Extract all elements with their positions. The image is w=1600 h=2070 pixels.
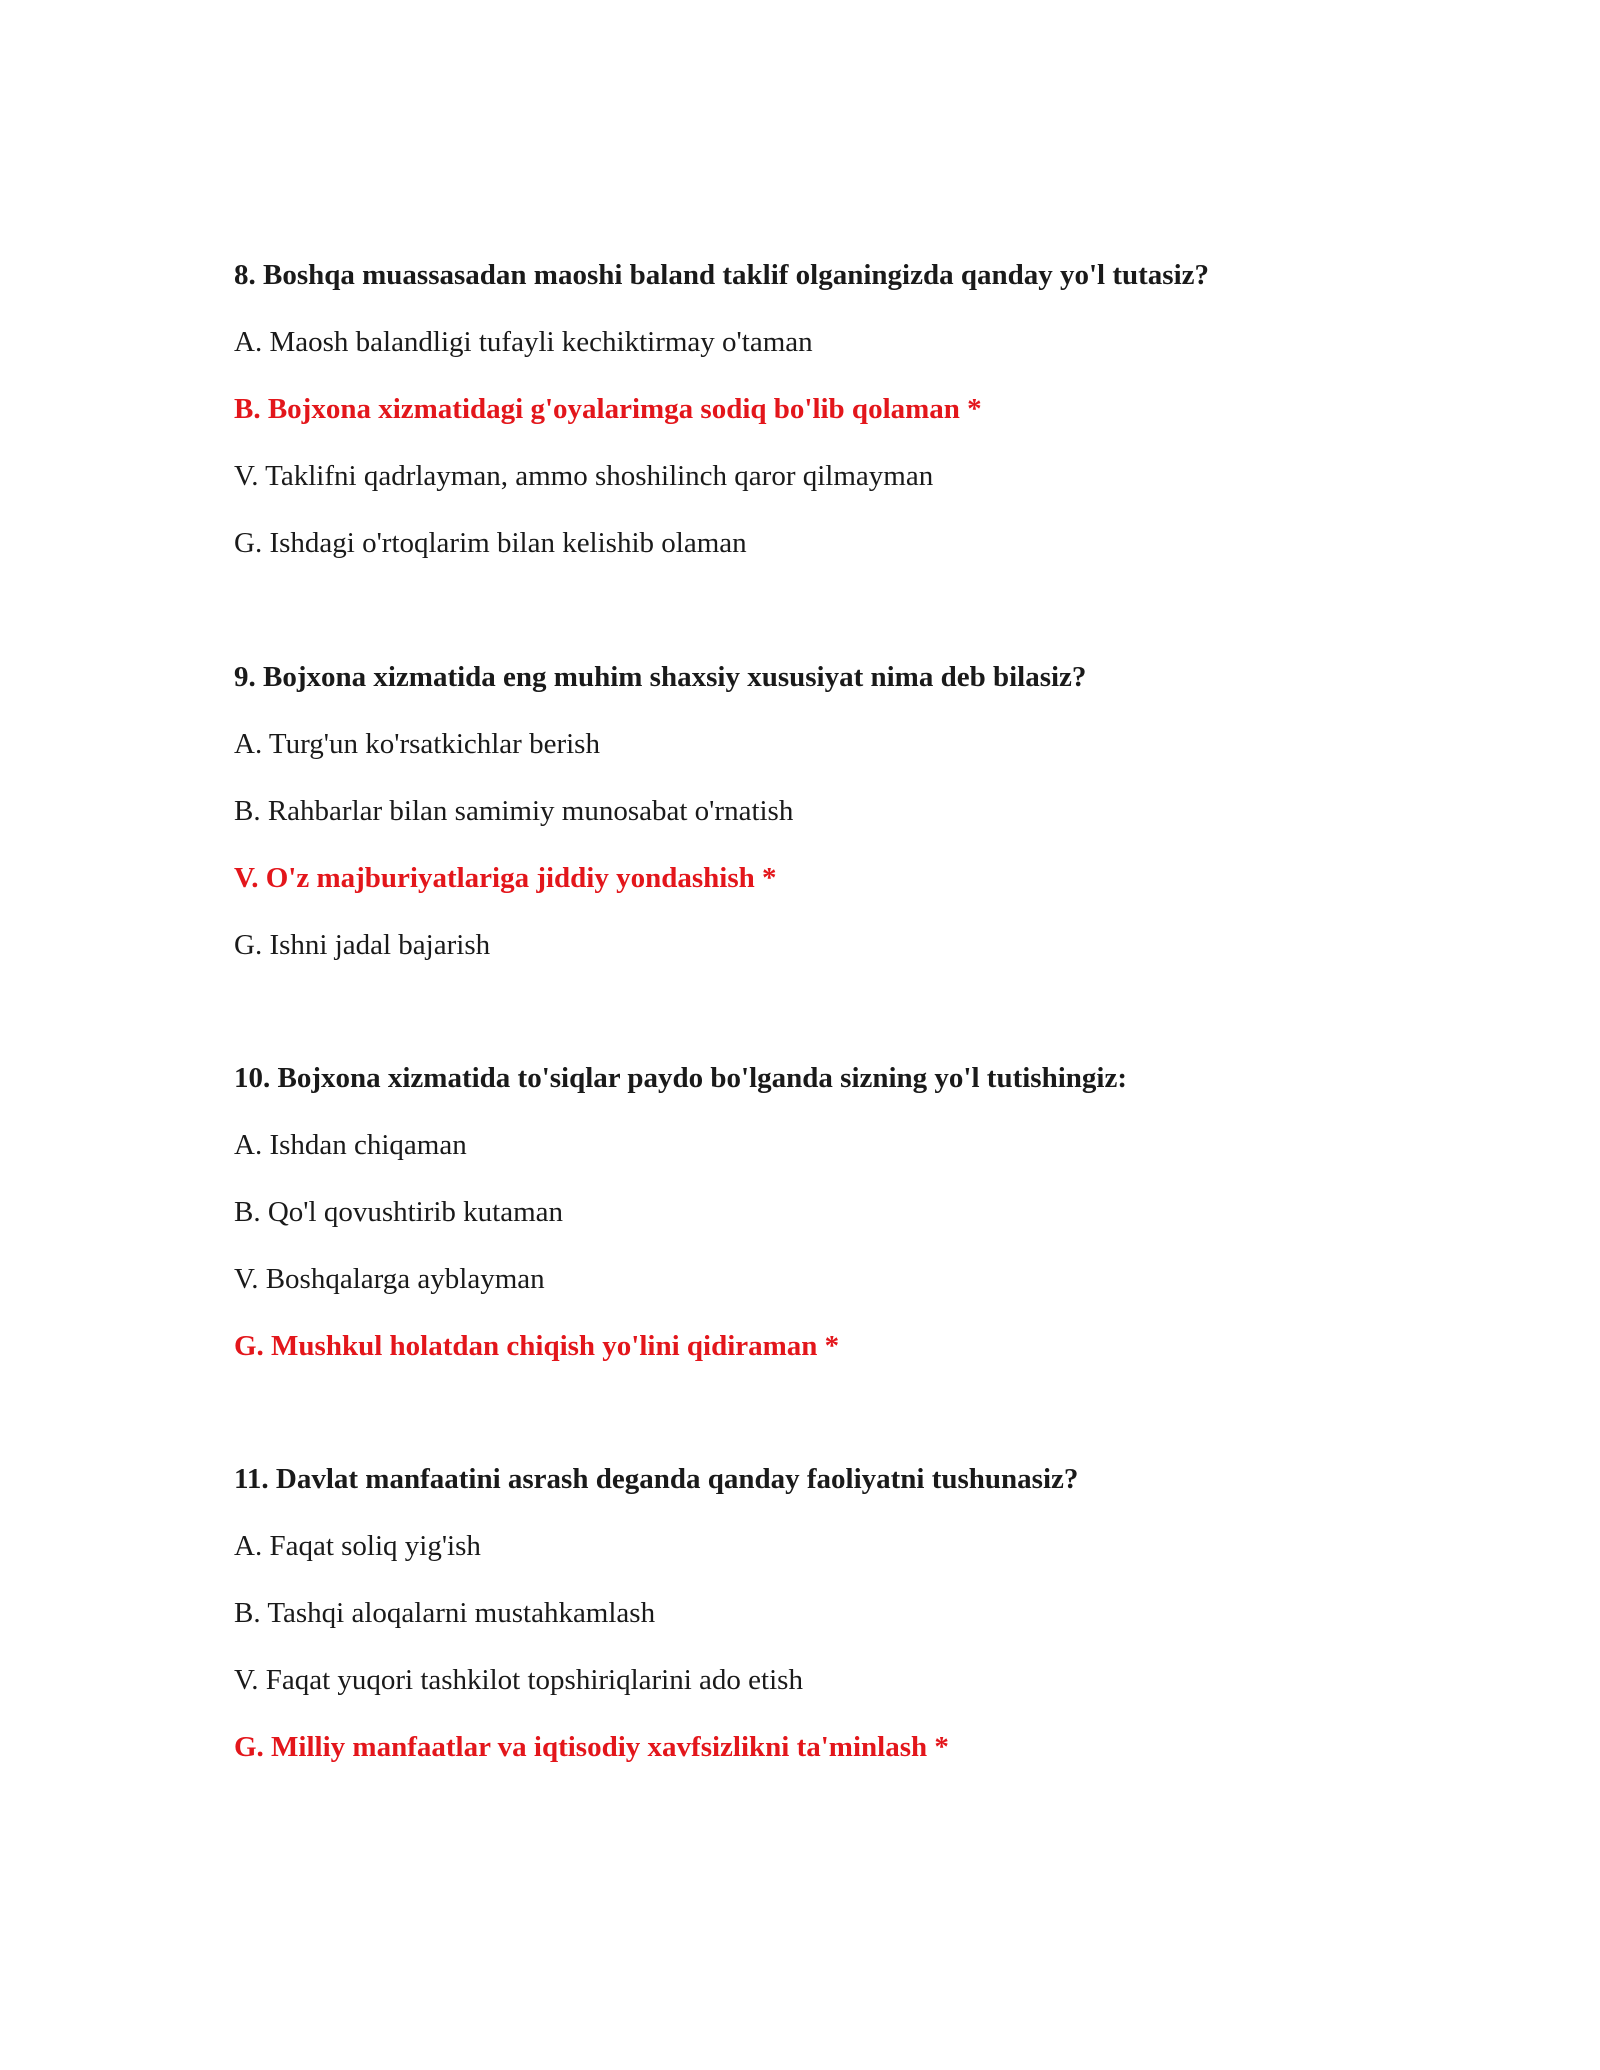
answer-option: G. Ishdagi o'rtoqlarim bilan kelishib olaman <box>234 527 747 559</box>
question-block-9 <box>234 660 1434 962</box>
answer-option-correct: G. Milliy manfaatlar va iqtisodiy xavfsizlikni ta'minlash * <box>234 1731 949 1763</box>
question-title: 11. Davlat manfaatini asrash deganda qanday faoliyatni tushunasiz? <box>234 1463 1079 1495</box>
answer-option: A. Maosh balandligi tufayli kechiktirmay o'taman <box>234 326 813 358</box>
answer-option-correct: B. Bojxona xizmatidagi g'oyalarimga sodiq bo'lib qolaman * <box>234 393 982 425</box>
answer-option: A. Turg'un ko'rsatkichlar berish <box>234 728 600 760</box>
answer-option: B. Tashqi aloqalarni mustahkamlash <box>234 1597 656 1629</box>
answer-option-correct: V. O'z majburiyatlariga jiddiy yondashish * <box>234 862 777 894</box>
answer-option: V. Taklifni qadrlayman, ammo shoshilinch qaror qilmayman <box>234 460 934 492</box>
answer-option: B. Rahbarlar bilan samimiy munosabat o'rnatish <box>234 795 794 827</box>
answer-option: G. Ishni jadal bajarish <box>234 929 491 961</box>
question-block-10 <box>234 1061 1434 1363</box>
question-title: 10. Bojxona xizmatida to'siqlar paydo bo'lganda sizning yo'l tutishingiz: <box>234 1062 1127 1094</box>
answer-option-correct: G. Mushkul holatdan chiqish yo'lini qidiraman * <box>234 1330 840 1362</box>
answer-option: A. Ishdan chiqaman <box>234 1129 467 1161</box>
question-title: 9. Bojxona xizmatida eng muhim shaxsiy xususiyat nima deb bilasiz? <box>234 661 1087 693</box>
answer-option: B. Qo'l qovushtirib kutaman <box>234 1196 564 1228</box>
question-block-11 <box>234 1462 1434 1764</box>
answer-option: V. Faqat yuqori tashkilot topshiriqlarini ado etish <box>234 1664 803 1696</box>
question-title: 8. Boshqa muassasadan maoshi baland taklif olganingizda qanday yo'l tutasiz? <box>234 259 1209 291</box>
question-block-8 <box>234 258 1434 560</box>
answer-option: V. Boshqalarga ayblayman <box>234 1263 545 1295</box>
answer-option: A. Faqat soliq yig'ish <box>234 1530 481 1562</box>
